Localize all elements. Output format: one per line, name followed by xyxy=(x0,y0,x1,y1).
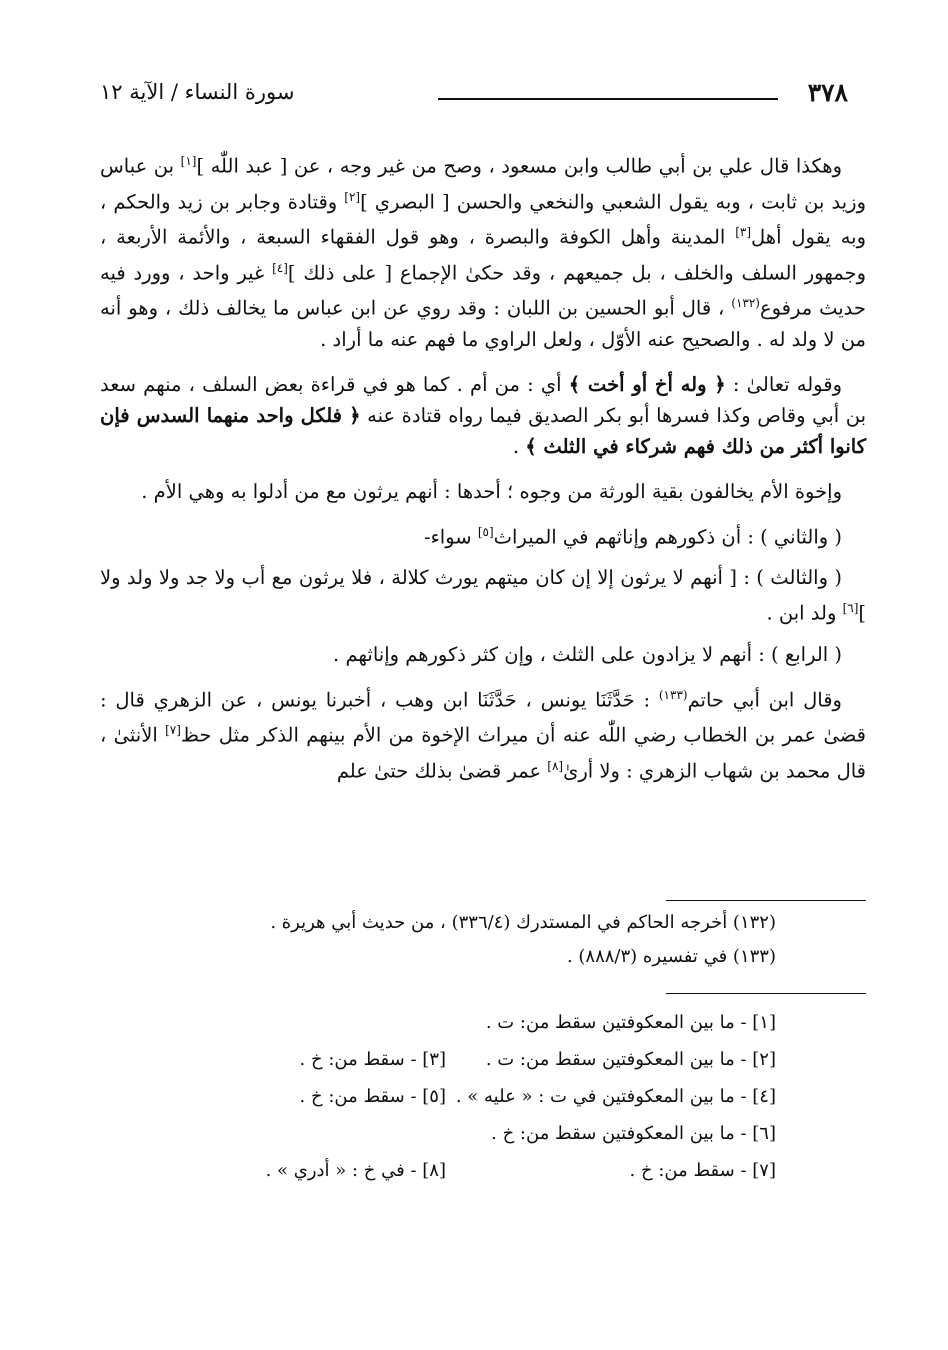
quran-verse: ﴿ وله أخ أو أخت ﴾ xyxy=(568,372,726,396)
page-number: ٣٧٨ xyxy=(807,78,848,107)
variant-note: [٨] - في خ : « أدري » . xyxy=(265,1160,446,1181)
footnote-marker: [٨] xyxy=(547,758,564,773)
text-segment: : حَدَّثَنَا يونس ، حَدَّثَنَا ابن وهب ، أخبرنا يونس ، عن الزهري قال : قضىٰ عمر بن الخطاب رضي اللّٰه عنه أن ميراث الإخوة من الأم بينهم الذكر مثل حظ xyxy=(100,688,866,747)
footnote-marker: (١٣٢) xyxy=(731,296,760,310)
paragraph xyxy=(100,639,866,670)
variant-note xyxy=(196,1123,476,1160)
text-segment: . xyxy=(512,434,526,458)
variant-note: [٢] - ما بين المعكوفتين سقط من: ت . xyxy=(485,1049,776,1070)
variant-note: [٤] - ما بين المعكوفتين في ت : « عليه » . xyxy=(455,1086,776,1107)
text-segment: الأنثىٰ ، قال محمد بن شهاب الزهري : ولا أرىٰ xyxy=(100,723,866,782)
variants-divider xyxy=(666,993,866,994)
footnote-marker: [٧] xyxy=(165,723,181,737)
footnote-marker: [١] xyxy=(180,154,197,168)
manuscript-variants xyxy=(100,1012,866,1197)
text-segment: أي : من أم . كما هو في قراءة بعض السلف ، منهم سعد بن أبي وقاص وكذا فسرها أبو بكر الصديق فيما رواه قتادة عنه xyxy=(100,372,867,427)
text-segment: وقوله تعالىٰ : xyxy=(725,372,842,396)
text-segment: ولد ابن . xyxy=(766,601,843,625)
variant-note: [٣] - سقط من: خ . xyxy=(299,1049,446,1070)
footnote-marker: [٥] xyxy=(477,524,494,539)
header-rule xyxy=(438,98,778,100)
body-text xyxy=(100,146,866,800)
paragraph xyxy=(100,146,866,355)
text-segment: سواء- xyxy=(424,525,478,548)
footnote-marker: [٣] xyxy=(735,225,752,239)
footnote-marker: [٢] xyxy=(344,189,361,204)
text-segment: ( والثاني ) : أن ذكورهم وإناثهم في الميراث xyxy=(493,525,842,548)
footnote-133: (١٣٣) في تفسيره (٨٨٨/٣) . xyxy=(566,946,776,967)
footnotes xyxy=(100,906,866,974)
paragraph xyxy=(100,562,866,629)
variant-row xyxy=(100,1086,866,1123)
variant-note xyxy=(196,1012,476,1049)
page-header xyxy=(100,78,848,118)
variant-row xyxy=(100,1049,866,1086)
text-segment: غير واحد ، وورد فيه حديث مرفوع xyxy=(100,261,866,320)
variant-row xyxy=(100,1012,866,1049)
variant-row xyxy=(100,1123,866,1160)
footnote-marker: (١٣٣) xyxy=(658,687,688,702)
text-segment: وهكذا قال علي بن أبي طالب وابن مسعود ، وصح من غير وجه ، عن [ عبد اللّٰه ] xyxy=(196,154,842,178)
footnote-marker: [٤] xyxy=(272,260,288,275)
footnote-marker: [٦] xyxy=(842,601,859,615)
surah-title: سورة النساء / الآية ١٢ xyxy=(100,80,295,104)
paragraph xyxy=(100,369,866,462)
variant-note: [٦] - ما بين المعكوفتين سقط من: خ . xyxy=(491,1123,776,1144)
variant-note: [٧] - سقط من: خ . xyxy=(629,1160,776,1181)
text-segment: المدينة وأهل الكوفة والبصرة ، وهو قول الفقهاء السبعة ، والأئمة الأربعة ، وجمهور السلف والخلف ، بل جميعهم ، وقد حكىٰ الإجماع [ على ذلك ] xyxy=(100,225,866,284)
paragraph xyxy=(100,476,866,507)
footnote-divider xyxy=(666,900,866,901)
text-segment: وإخوة الأم يخالفون بقية الورثة من وجوه ؛ أحدها : أنهم يرثون مع من أدلوا به وهي الأم . xyxy=(141,479,842,503)
variant-note: [١] - ما بين المعكوفتين سقط من: ت . xyxy=(485,1012,776,1033)
text-segment: عمر قضىٰ بذلك حتىٰ علم xyxy=(336,759,548,782)
paragraph xyxy=(100,680,866,787)
text-segment: بن عباس وزيد بن ثابت ، وبه يقول الشعبي والنخعي والحسن [ البصري ] xyxy=(100,154,866,213)
paragraph xyxy=(100,517,866,553)
footnote-132: (١٣٢) أخرجه الحاكم في المستدرك (٣٣٦/٤) ، من حديث أبي هريرة . xyxy=(270,912,776,933)
variant-row xyxy=(100,1160,866,1197)
text-segment: وقتادة وجابر بن زيد والحكم ، وبه يقول أهل xyxy=(100,190,866,249)
text-segment: ، قال أبو الحسين بن اللبان : وقد روي عن ابن عباس ما يخالف ذلك ، وهو أنه من لا ولد له . والصحيح عنه الأوّل ، ولعل الراوي ما فهم عنه ما أراد . xyxy=(100,296,866,351)
text-segment: ( الرابع ) : أنهم لا يزادون على الثلث ، وإن كثر ذكورهم وإناثهم . xyxy=(333,642,842,666)
text-segment: ( والثالث ) : [ أنهم لا يرثون إلا إن كان ميتهم يورث كلالة ، فلا يرثون مع أب ولا جد ولا ولد ولا ] xyxy=(100,566,866,625)
variant-note: [٥] - سقط من: خ . xyxy=(299,1086,446,1107)
quran-verse: ﴿ فلكل واحد منهما السدس فإن كانوا أكثر من ذلك فهم شركاء في الثلث ﴾ xyxy=(100,403,866,458)
text-segment: وقال ابن أبي حاتم xyxy=(687,688,842,711)
